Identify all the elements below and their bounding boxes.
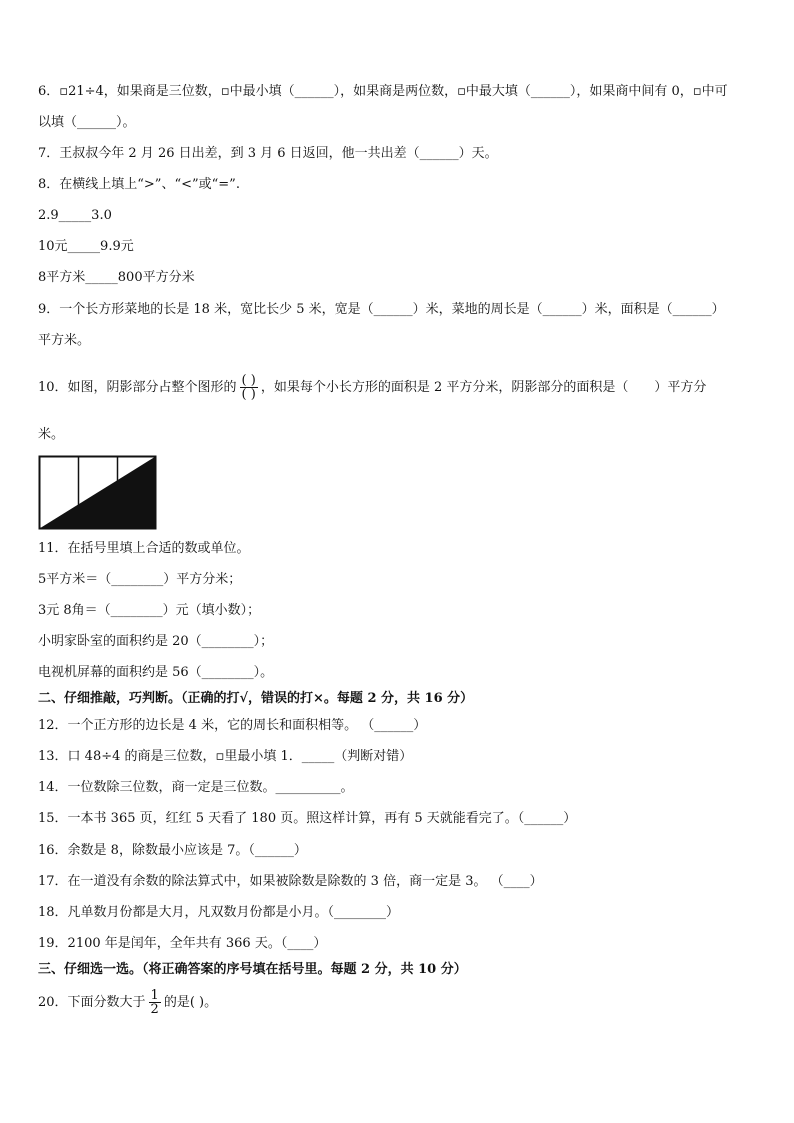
q10-suffix: ，如果每个小长方形的面积是 2 平方分米，阴影部分的面积是（ ）平方分 [260, 380, 707, 395]
q8-line: 8．在横线上填上“>”、“<”或“=”. [38, 177, 240, 192]
q9-line-1: 9．一个长方形菜地的长是 18 米，宽比长少 5 米，宽是（______）米，菜地的周长是（______）米，面积是（______） [38, 302, 725, 317]
q11-item-a: 5平方米＝（________）平方分米； [38, 572, 242, 587]
q11-item-c: 小明家卧室的面积约是 20（________）； [38, 634, 274, 649]
q8-item-a: 2.9_____3.0 [38, 208, 112, 223]
q12-line: 12．一个正方形的边长是 4 米，它的周长和面积相等。 （______） [38, 718, 427, 733]
q10-line-1 [38, 368, 706, 408]
q10-fraction-denominator: ( ) [241, 387, 256, 402]
q14-line: 14．一位数除三位数，商一定是三位数。__________。 [38, 780, 354, 795]
q20-line [38, 985, 217, 1021]
q20-suffix: 的是( )。 [163, 995, 218, 1010]
q11-line: 11．在括号里填上合适的数或单位。 [38, 541, 250, 556]
q17-line: 17．在一道没有余数的除法算式中，如果被除数是除数的 3 倍，商一定是 3。 （____） [38, 874, 543, 889]
q16-line: 16．余数是 8，除数最小应该是 7。（______） [38, 843, 307, 858]
q11-item-b: 3元 8角＝（________）元（填小数）； [38, 603, 261, 618]
q19-line: 19．2100 年是闰年，全年共有 366 天。（____） [38, 936, 327, 951]
q20-prefix: 20．下面分数大于 [38, 995, 146, 1010]
q15-line: 15．一本书 365 页，红红 5 天看了 180 页。照这样计算，再有 5 天就能看完了。（______） [38, 811, 577, 826]
q7-line: 7．王叔叔今年 2 月 26 日出差，到 3 月 6 日返回，他一共出差（______）天。 [38, 146, 498, 161]
q6-line-2: 以填（______）。 [38, 115, 136, 130]
q18-line: 18．凡单数月份都是大月，凡双数月份都是小月。（________） [38, 905, 400, 920]
q8-item-b: 10元_____9.9元 [38, 239, 134, 254]
q10-fraction-numerator: ( ) [241, 373, 256, 388]
q10-prefix: 10．如图，阴影部分占整个图形的 [38, 380, 237, 395]
q20-fraction-numerator: 1 [150, 988, 159, 1003]
q10-line-2: 米。 [38, 427, 65, 442]
section-2-heading: 二、仔细推敲，巧判断。（正确的打√，错误的打×。每题 2 分，共 16 分） [38, 691, 474, 706]
q20-fraction [149, 989, 161, 1016]
q6-line-1: 6．▫21÷4，如果商是三位数，▫中最小填（______），如果商是两位数，▫中最大填（______），如果商中间有 0，▫中可 [38, 84, 728, 99]
q10-fraction [240, 374, 258, 401]
section-3-heading: 三、仔细选一选。（将正确答案的序号填在括号里。每题 2 分，共 10 分） [38, 962, 467, 977]
q11-item-d: 电视机屏幕的面积约是 56（________）。 [38, 665, 274, 680]
q10-figure [38, 455, 158, 531]
q13-line: 13．口 48÷4 的商是三位数，▫里最小填 1．_____（判断对错） [38, 749, 413, 764]
q20-fraction-denominator: 2 [150, 1002, 159, 1017]
q9-line-2: 平方米。 [38, 333, 91, 348]
q8-item-c: 8平方米_____800平方分米 [38, 270, 195, 285]
